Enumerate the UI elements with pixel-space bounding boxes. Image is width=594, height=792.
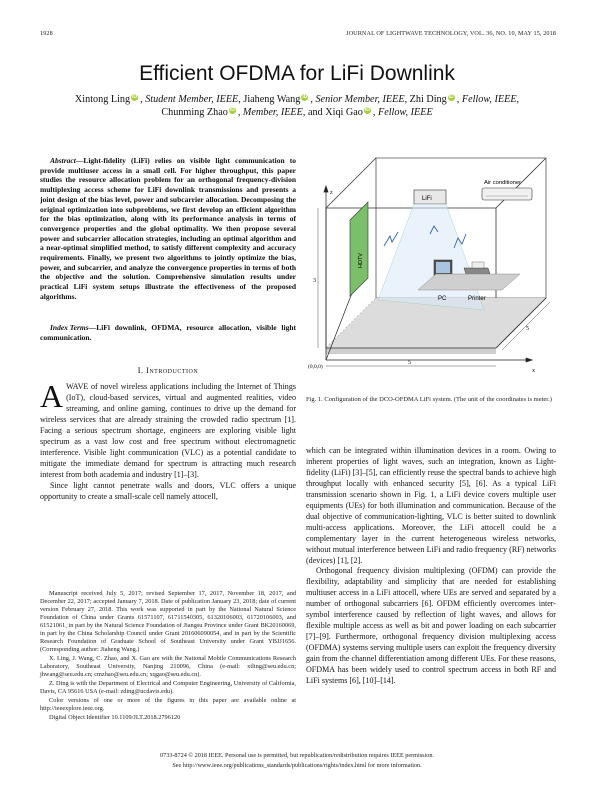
- orcid-icon[interactable]: iD: [132, 94, 138, 100]
- author-role: Member, IEEE: [242, 107, 303, 118]
- orcid-icon[interactable]: iD: [448, 94, 454, 100]
- index-terms-label: Index Terms: [50, 323, 89, 332]
- index-terms-text: LiFi downlink, OFDMA, resource allocation, visible light communication.: [40, 323, 296, 342]
- origin-label: (0,0,0): [308, 364, 323, 370]
- hdtv-shape: [350, 202, 368, 296]
- footnote-color-versions: Color versions of one or more of the figures in this paper are available online at http://ieeexplore.ieee.org.: [40, 697, 296, 712]
- author-name: Zhi Ding: [409, 94, 447, 105]
- footnote-affiliation-ucd: Z. Ding is with the Department of Electrical and Computer Engineering, University of California, Davis, CA 95616 USA (e-mail: zding@ucdavis.edu).: [40, 680, 296, 695]
- orcid-icon[interactable]: iD: [302, 94, 308, 100]
- abstract-text: Light-fidelity (LiFi) relies on visible light communication to provide multiuser access in a small cell. For higher throughput, this paper studies the resource allocation problem for an orthogonal frequency-division multiplexing access scheme for LiFi downlink transmissions and presents a joint design of the bias level, power and subcarrier allocation. Decomposing the original optimization into subproblems, we first develop an efficient algorithm for the bias optimization, along with its performance analysis in terms of convergence properties and the global optimality. We then propose several power and subcarrier allocation strategies, including an optimal algorithm and a near-optimal simplified method, to satisfy different complexity and accuracy requirements. Finally, we present two algorithms to jointly optimize the bias, power, and subcarrier, and analyze the convergence properties in terms of both the objective and the solution. Comprehensive simulation results under practical LiFi system setups illustrate the effectiveness of the proposed algorithms.: [40, 156, 296, 301]
- footnote-manuscript: Manuscript received July 5, 2017; revised September 17, 2017, November 18, 2017, and December 22, 2017; accepted January 7, 2018. Date of publication January 23, 2018; date of current version February 27, 2018. This work was supported in part by the National Natural Science Foundation of China under Grants 61571107, 61711540305, 61320106003, 61720106003, and 61521061, in part by the Natural Science Foundation of Jiangsu Province under Grant BK20160069, in part by the China Scholarship Council under Grant 201606090054, and in part by the Scientific Research Foundation of Graduate School of Southeast University under Grant YBJJ1656. (Corresponding author: Jiaheng Wang.): [40, 590, 296, 653]
- lifi-label: LiFi: [422, 196, 432, 202]
- introduction-body: [40, 378, 296, 502]
- printer-label: Printer: [468, 296, 486, 302]
- author-name: Jiaheng Wang: [243, 94, 301, 105]
- dimension-depth: 5: [526, 326, 529, 332]
- right-column-body: [306, 446, 556, 687]
- hdtv-label: HDTV: [358, 253, 364, 268]
- table-shape: [418, 274, 520, 290]
- interference-mark: [384, 232, 398, 246]
- orcid-icon[interactable]: iD: [364, 107, 370, 113]
- author-role: Fellow, IEEE: [461, 94, 517, 105]
- author-role: Student Member, IEEE: [145, 94, 239, 105]
- journal-header: JOURNAL OF LIGHTWAVE TECHNOLOGY, VOL. 36, NO. 10, MAY 15, 2018: [346, 30, 556, 37]
- paper-title: Efficient OFDMA for LiFi Downlink: [139, 62, 455, 85]
- abstract: Abstract—Light-fidelity (LiFi) relies on visible light communication to provide multiuser access in a small cell. For higher throughput, this paper studies the resource allocation problem for an orthogonal frequency-division multiplexing access scheme for LiFi downlink transmissions and presents a joint design of the bias level, power and subcarrier allocation. Decomposing the original optimization into subproblems, we first develop an efficient algorithm for the bias optimization, along with its performance analysis in terms of convergence properties and the global optimality. We then propose several power and subcarrier allocation strategies, including an optimal algorithm and a near-optimal simplified method, to satisfy different complexity and accuracy requirements. Finally, we present two algorithms to jointly optimize the bias, power, and subcarrier, and analyze the convergence properties in terms of both the objective and the solution. Comprehensive simulation results under practical LiFi system setups illustrate the effectiveness of the proposed algorithms.: [40, 156, 296, 301]
- axis-label-z: z: [330, 190, 333, 196]
- intro-paragraph-1: WAVE of novel wireless applications including the Internet of Things (IoT), cloud-based services, virtual and augmented realities, video streaming, and online gaming, continues to drive up the demand for wireless services that are already straining the crowded radio spectrum [1]. Facing a serious spectrum shortage, engineers are exploring visible light spectrum as a vast low cost and free spectrum without electromagnetic interference. Visible light communication (VLC) as a potential candidate to mitigate the immediate demand for spectrum is attracting much research interest from both academia and industry [1]–[3].: [40, 382, 296, 479]
- figure-lifi-room: [306, 150, 556, 388]
- axis-label-x: x: [532, 368, 535, 374]
- author-name: Xiqi Gao: [325, 107, 363, 118]
- air-conditioner-label: Air conditioner: [484, 180, 522, 186]
- author-name: Xintong Ling: [74, 94, 131, 105]
- orcid-icon[interactable]: iD: [229, 107, 235, 113]
- light-cone: [378, 204, 484, 310]
- pc-label: PC: [438, 296, 447, 302]
- page-number: 1928: [40, 30, 53, 37]
- drop-cap: A: [40, 378, 64, 414]
- author-role: Fellow, IEEE: [377, 107, 433, 118]
- right-paragraph-1: which can be integrated within illumination devices in a room. Owing to inherent properties of light waves, such an integration, known as Light-fidelity (LiFi) [3]–[5], can efficiently reuse the spectral bands to achieve high throughput locally with enhanced security [5], [6]. As a typical LiFi transmission scenario shown in Fig. 1, a LiFi device covers multiple user equipments (UEs) for both illumination and communication. Because of the dual objective of communication-lighting, VLC is better suited to downlink multi-access applications. Moreover, the LiFi attocell could be a complementary layer in the current heterogeneous wireless networks, without mutual interference between LiFi and radio frequency (RF) networks (devices) [1], [2].: [306, 446, 556, 565]
- author-list: Xintong Ling iD , Student Member, IEEE, Jiaheng Wang iD , Senior Member, IEEE, Zhi Ding iD , Fellow, IEEE, Chunming Zhao iD , Member, IEEE, and Xiqi Gao iD , Fellow, IEEE: [74, 94, 520, 118]
- footnote-affiliation-seu: X. Ling, J. Wang, C. Zhao, and X. Gao are with the National Mobile Communications Research Laboratory, Southeast University, Nanjing 210096, China (e-mail: xtling@seu.edu.cn; jhwang@seu.edu.cn; cmzhao@seu.edu.cn; xqgao@seu.edu.cn).: [40, 655, 296, 678]
- abstract-label: Abstract: [50, 156, 76, 165]
- figure-caption: Fig. 1. Configuration of the DCO-OFDMA LiFi system. (The unit of the coordinates is meter.): [306, 396, 552, 403]
- copyright-line: 0733-8724 © 2018 IEEE. Personal use is permitted, but republication/redistribution requires IEEE permission.: [160, 752, 434, 759]
- dimension-width: 5: [408, 360, 411, 366]
- footnotes: [40, 590, 296, 723]
- author-role: Senior Member, IEEE: [315, 94, 405, 105]
- permissions-line[interactable]: See http://www.ieee.org/publications_standards/publications/rights/index.html for more information.: [172, 762, 422, 769]
- footnote-doi: Digital Object Identifier 10.1109/JLT.2018.2796120: [49, 714, 181, 721]
- author-name: Chunming Zhao: [161, 107, 228, 118]
- air-conditioner-shape: [482, 188, 532, 200]
- intro-paragraph-2: Since light cannot penetrate walls and doors, VLC offers a unique opportunity to create a small-scale cell namely attocell,: [40, 480, 296, 501]
- index-terms: Index Terms—LiFi downlink, OFDMA, resource allocation, visible light communication.: [40, 323, 296, 342]
- right-paragraph-2: Orthogonal frequency division multiplexing (OFDM) can provide the flexibility, adaptability and simplicity that are needed for establishing multiuser access in a LiFi attocell, where UEs are served and separated by a number of orthogonal subcarriers [6]. OFDM efficiently overcomes inter-symbol interference caused by reflection of light waves, and allows for flexible multiple access as well as bit and power loading on each subcarrier [7]–[9]. Furthermore, orthogonal frequency division multiplexing access (OFDMA) systems serving multiple users can exploit the frequency diversity gain from the channel differentiation among different UEs. For these reasons, OFDMA has been widely used to control spectrum access in both RF and LiFi systems [6], [10]–[14].: [306, 566, 556, 686]
- section-heading: I. Introduction: [137, 366, 199, 375]
- dimension-height: 3: [313, 278, 316, 284]
